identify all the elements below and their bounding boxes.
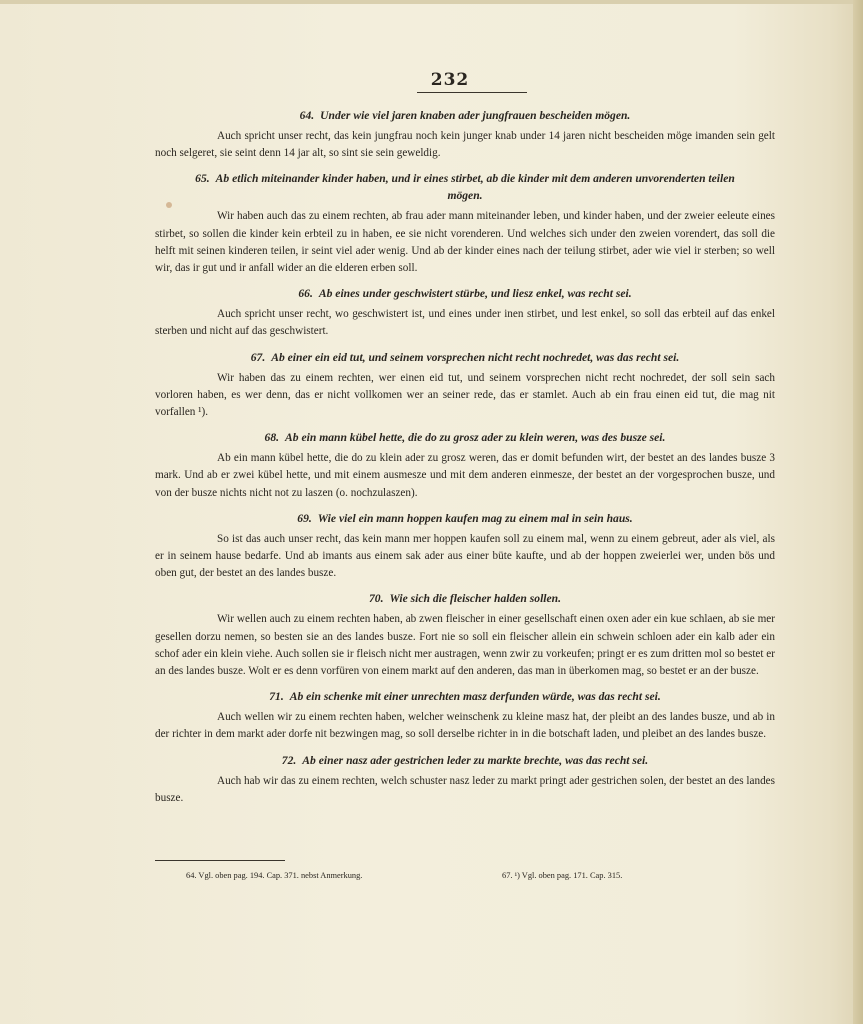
section-number: 71. [269,690,284,704]
section [155,688,775,743]
page-number-rule [417,92,527,93]
section-number: 72. [281,753,297,767]
section-title: Ab eines under geschwistert stürbe, und liesz enkel, was recht sei. [318,287,632,301]
section-title: Ab einer nasz ader gestrichen leder zu markte brechte, was das recht sei. [302,753,649,767]
section-paragraph: Wir haben auch das zu einem rechten, ab frau ader mann miteinander leben, und kinder haben, und der zweier eeleute eines stirbet, so sollen die kinder kein erbteil zu in haben, ee sie nicht vorenderen. Und welches sich under den zweien vorendert, das soll die helft mit seinen kinderen teilen, ir seint viel ader wenig. Und ab der kinder eines nach der teilung stirbet, ader wie viel ir sterben; so well wir, das ir gut und ir anfall wider an die elderen erben soll. [155,210,775,275]
section-title: Wie viel ein mann hoppen kaufen mag zu einem mal in sein haus. [317,511,633,525]
section [155,429,775,502]
section-paragraph: Ab ein mann kübel hette, die do zu klein ader zu grosz weren, das er domit befunden wirt, der bestet an des landes busze 3 mark. Und ab er zwei kübel hette, und mit einem ausmesze und mit dem anderen einmesze, der bestet an der vorgesprochen busze, und von der busze nichts nicht not zu laszen (o. nochzulaszen). [155,452,775,499]
page-top-edge [0,0,863,4]
section-number: 64. [299,109,315,122]
section-number: 70. [368,592,384,606]
section-title: Under wie viel jaren knaben ader jungfrauen bescheiden mögen. [320,109,631,122]
section-paragraph: Wir wellen auch zu einem rechten haben, ab zwen fleischer in einer gesellschaft einen oxen ader ein kue schlaen, ab sie mer gesellen dorzu nemen, so besten sie an des landes busze. Fort nie so soll ein fleischer allein ein schwein schloen ader ein kalb ader ein schof ader ein klein viehe. Auch sollen sie ir fleisch nicht mer austragen, wenn zwir zu vorkeufen; pringt er es zum dritten mol so bestet er an des landes busze. Wolt er es denn vorfüren von einem markt auf den anderen, das man in überkomen mag, so bestet er an der busze. [155,613,775,678]
footnote-rule [155,860,285,861]
section [155,170,775,277]
section [155,285,775,340]
section-paragraph: Wir haben das zu einem rechten, wer einen eid tut, und seinem vorsprechen nicht recht nochredet, der soll sein sach vorloren haben, es wer denn, das er nicht vollkomen wer an seiner rede, das er stamlet. Auch ab ein frau einen eid tut, die mag nit vorfallen ¹). [155,371,775,419]
section-title: Wie sich die fleischer halden sollen. [389,592,562,606]
section-heading [155,510,775,527]
section-heading [155,107,775,124]
page-right-edge [853,0,863,1024]
section-paragraph: Auch spricht unser recht, wo geschwistert ist, und eines under inen stirbet, und lest enkel, so soll das erbteil auf das enkel sterben und nicht auf das geschwistert. [155,308,775,338]
section-paragraph: Auch wellen wir zu einem rechten haben, welcher weinschenk zu kleine masz hat, der pleibt an des landes busze, und ab in der richter in dem markt ader dorfe nit bezwingen mag, so soll derselbe richter in in die botschaft laden, und pleibet an des landes busze. [155,711,775,741]
section [155,752,775,807]
section-paragraph: So ist das auch unser recht, das kein mann mer hoppen kaufen soll zu einem mal, wenn zu einem gebreut, ader als viel, als er in seinem hause bedarfe. Und ab imants aus einem sak ader aus einer büte kaufte, und ab der hoppen zweierlei wer, unden bös und oben gut, der bestet an des landes busze. [155,532,775,580]
section-heading [155,752,775,769]
section [155,590,775,680]
page-content [155,70,775,807]
section [155,107,775,162]
section-title: Ab etlich miteinander kinder haben, und ir eines stirbet, ab die kinder mit dem anderen unvorenderten teilen mögen. [215,172,735,203]
section-number: 68. [264,431,280,445]
section-number: 65. [195,172,210,186]
section-title: Ab ein schenke mit einer unrechten masz derfunden würde, was das recht sei. [289,690,661,704]
section-heading [155,590,775,607]
sections-container [155,107,775,807]
section-paragraph: Auch hab wir das zu einem rechten, welch schuster nasz leder zu markt pringt ader gestrichen solen, der bestet an des landes busze. [155,774,775,804]
page-number: 232 [430,70,470,90]
section-number: 67. [250,350,266,364]
section-title: Ab ein mann kübel hette, die do zu grosz ader zu klein weren, was des busze sei. [285,431,666,445]
footnote-left: 64. Vgl. oben pag. 194. Cap. 371. nebst Anmerkung. [186,871,363,880]
section-number: 69. [297,511,312,525]
section-title: Ab einer ein eid tut, und seinem vorsprechen nicht recht nochredet, was das recht sei. [271,350,680,364]
footnote-right: 67. ¹) Vgl. oben pag. 171. Cap. 315. [502,871,623,880]
section-heading [155,688,775,705]
section-heading [155,170,775,204]
section [155,510,775,583]
section-paragraph: Auch spricht unser recht, das kein jungfrau noch kein junger knab under 14 jaren nicht bescheiden möge imanden sein gelt noch selgeret, sie seint denn 14 jar alt, so sint sie sein geweldig. [155,130,775,160]
section-heading [155,429,775,446]
section [155,349,775,422]
section-heading [155,285,775,302]
section-number: 66. [298,287,313,301]
section-heading [155,349,775,366]
